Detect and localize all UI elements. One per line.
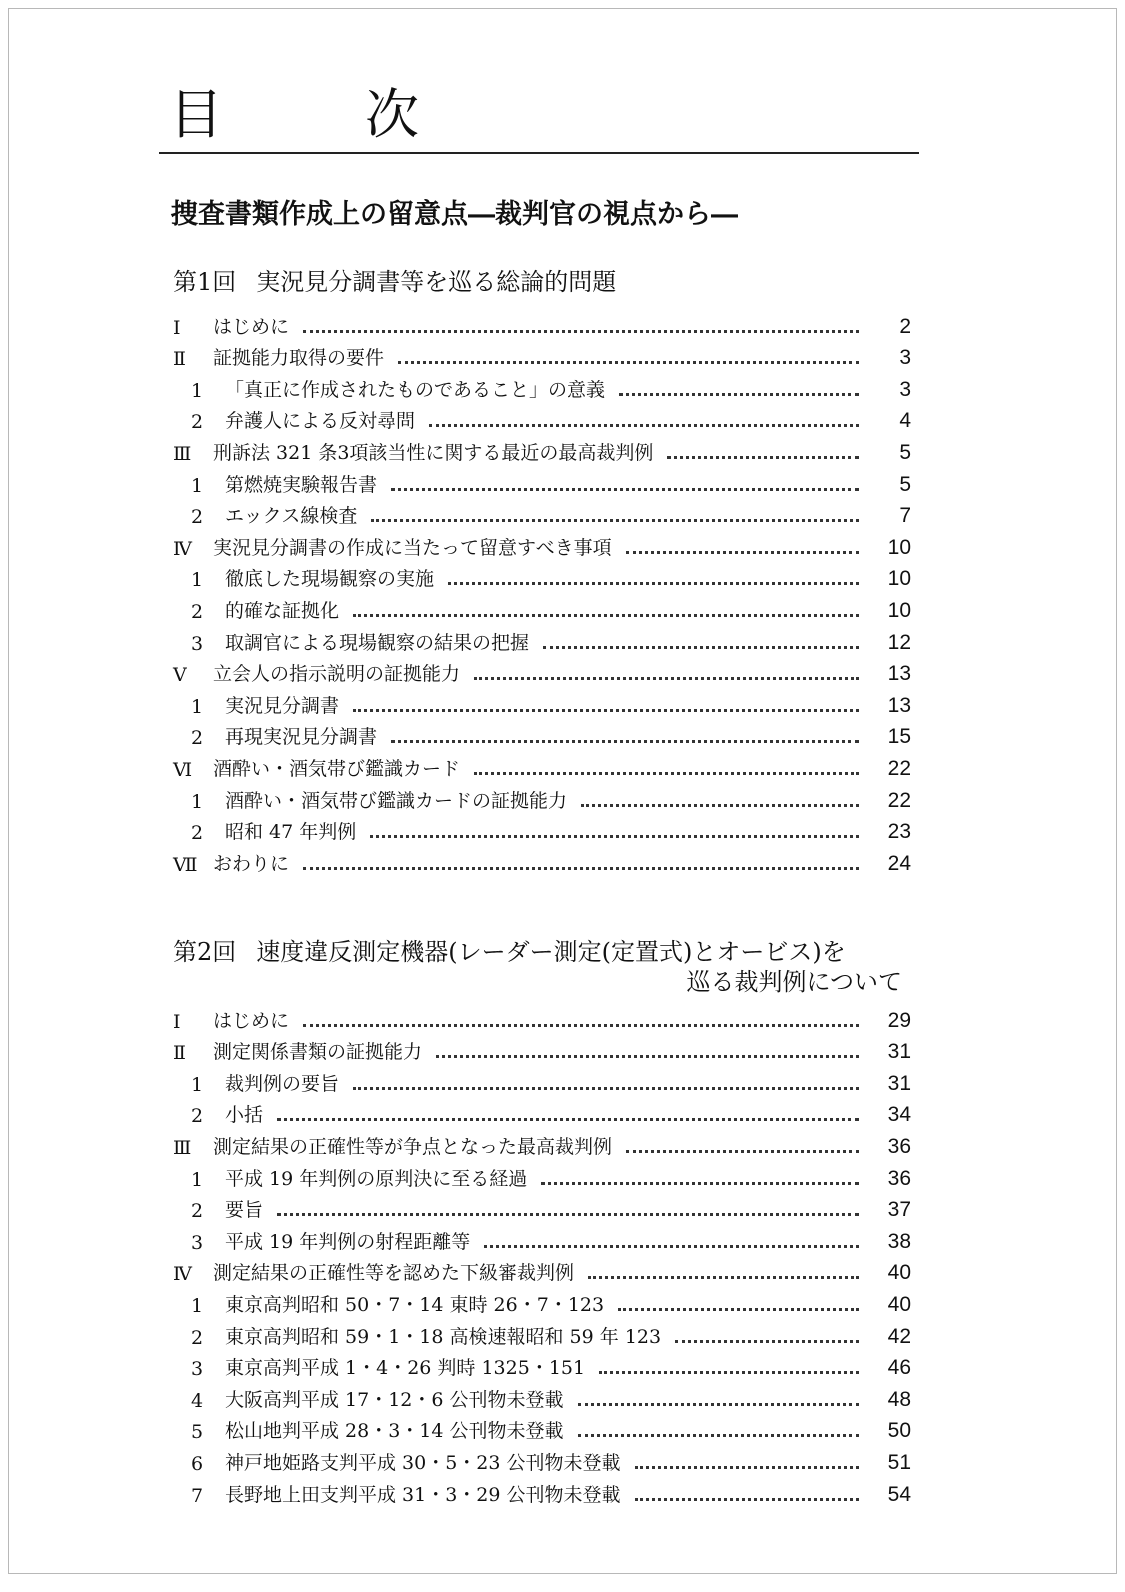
dot-leader: [353, 709, 859, 712]
dot-leader: [353, 1087, 859, 1090]
toc-entry-number: 1: [191, 1294, 204, 1317]
toc-entry-number: 1: [191, 790, 204, 813]
toc-entry-page: 12: [887, 630, 911, 654]
toc-entry-page: 42: [887, 1324, 911, 1348]
toc-entry-page: 5: [899, 472, 911, 496]
dot-leader: [398, 361, 859, 364]
toc-entry: [173, 1222, 911, 1254]
toc-entry-number: Ⅰ: [173, 316, 181, 339]
toc-entry-label: 徹底した現場観察の実施: [225, 568, 435, 591]
section-1-toc: [173, 307, 911, 876]
section-2-title-continued: 巡る裁判例について: [686, 968, 902, 996]
dot-leader: [371, 519, 859, 522]
toc-entry-label: 大阪高判平成 17・12・6 公刊物未登載: [225, 1388, 564, 1411]
dot-leader: [353, 614, 859, 617]
toc-entry-page: 7: [899, 504, 911, 528]
toc-entry-label: 弁護人による反対尋問: [225, 410, 416, 433]
toc-entry-number: 5: [191, 1421, 204, 1444]
toc-entry: [173, 370, 911, 402]
toc-entry-label: 酒酔い・酒気帯び鑑識カードの証拠能力: [225, 789, 568, 812]
dot-leader: [635, 1498, 859, 1501]
toc-entry-number: 1: [191, 379, 204, 402]
dot-leader: [618, 1308, 859, 1311]
toc-entry-page: 10: [887, 567, 911, 591]
toc-entry-label: 松山地判平成 28・3・14 公刊物未登載: [225, 1420, 564, 1443]
toc-entry-label: 東京高判平成 1・4・26 判時 1325・151: [225, 1357, 586, 1380]
toc-entry-label: おわりに: [213, 852, 290, 875]
toc-entry-number: 1: [191, 474, 204, 497]
toc-entry-page: 3: [899, 346, 911, 370]
toc-entry-label: 的確な証拠化: [225, 599, 340, 622]
toc-entry-page: 23: [887, 820, 911, 844]
dot-leader: [675, 1340, 859, 1343]
section-2-toc: [173, 1001, 911, 1507]
toc-entry-label: エックス線検査: [225, 505, 358, 528]
dot-leader: [484, 1245, 859, 1248]
dot-leader: [429, 424, 859, 427]
toc-entry-number: 2: [191, 727, 204, 750]
toc-entry-number: 1: [191, 695, 204, 718]
toc-entry: [173, 655, 911, 687]
toc-entry-page: 36: [887, 1134, 911, 1158]
toc-entry-number: 2: [191, 411, 204, 434]
toc-entry-label: 測定結果の正確性等が争点となった最高裁判例: [213, 1135, 613, 1158]
toc-entry: [173, 623, 911, 655]
toc-entry-page: 31: [887, 1040, 911, 1064]
toc-entry-number: 1: [191, 1073, 204, 1096]
toc-entry-number: 2: [191, 506, 204, 529]
section-2-number: 第2回: [173, 938, 237, 966]
dot-leader: [581, 804, 859, 807]
toc-entry-number: Ⅳ: [173, 537, 192, 560]
toc-entry-label: 実況見分調書の作成に当たって留意すべき事項: [213, 536, 612, 559]
toc-entry-page: 38: [887, 1229, 911, 1253]
toc-entry-label: はじめに: [213, 1009, 290, 1032]
toc-entry: [173, 1443, 911, 1475]
toc-entry-page: 15: [887, 725, 911, 749]
dot-leader: [448, 582, 859, 585]
toc-entry-page: 36: [887, 1166, 911, 1190]
toc-entry-label: 長野地上田支判平成 31・3・29 公刊物未登載: [225, 1483, 621, 1506]
toc-entry: [173, 1349, 911, 1381]
dot-leader: [303, 330, 859, 333]
section-2-heading: [173, 935, 846, 969]
toc-entry-label: 刑訴法 321 条3項該当性に関する最近の最高裁判例: [213, 441, 654, 464]
toc-entry: [173, 1317, 911, 1349]
dot-leader: [391, 488, 859, 491]
toc-entry: [173, 1064, 911, 1096]
dot-leader: [436, 1055, 859, 1058]
toc-entry: [173, 528, 911, 560]
toc-entry-label: 再現実況見分調書: [225, 726, 378, 749]
dot-leader: [391, 740, 859, 743]
toc-entry: [173, 781, 911, 813]
toc-entry-number: Ⅱ: [173, 1042, 186, 1065]
toc-entry-page: 5: [899, 440, 911, 464]
toc-entry-label: 証拠能力取得の要件: [213, 347, 385, 370]
toc-entry: [173, 1159, 911, 1191]
section-1-number: 第1回: [173, 268, 237, 296]
toc-entry-label: 平成 19 年判例の射程距離等: [225, 1230, 471, 1253]
dot-leader: [599, 1371, 859, 1374]
toc-entry-page: 46: [887, 1356, 911, 1380]
dot-leader: [626, 1150, 859, 1153]
toc-entry-number: 4: [191, 1389, 204, 1412]
toc-entry-page: 22: [887, 788, 911, 812]
toc-entry-page: 10: [887, 598, 911, 622]
toc-entry-number: 1: [191, 1168, 204, 1191]
dot-leader: [541, 1182, 859, 1185]
dot-leader: [543, 646, 859, 649]
toc-entry-label: 要旨: [225, 1199, 264, 1222]
toc-entry-number: 6: [191, 1452, 204, 1475]
toc-entry: [173, 1475, 911, 1507]
toc-entry-page: 4: [899, 409, 911, 433]
dot-leader: [303, 1024, 859, 1027]
dot-leader: [474, 677, 859, 680]
dot-leader: [626, 551, 859, 554]
toc-entry-label: はじめに: [213, 315, 290, 338]
dot-leader: [667, 456, 859, 459]
toc-entry: [173, 1127, 911, 1159]
toc-entry-number: Ⅲ: [173, 442, 192, 465]
toc-entry: [173, 1254, 911, 1286]
toc-entry-page: 37: [887, 1198, 911, 1222]
toc-entry-number: 2: [191, 1326, 204, 1349]
toc-entry-label: 酒酔い・酒気帯び鑑識カード: [213, 757, 461, 780]
title-divider: [159, 152, 919, 154]
toc-entry-number: Ⅲ: [173, 1136, 192, 1159]
toc-entry-page: 40: [887, 1292, 911, 1316]
toc-entry-label: 実況見分調書: [225, 694, 340, 717]
toc-entry-page: 22: [887, 756, 911, 780]
toc-entry: [173, 1285, 911, 1317]
section-2-title: 速度違反測定機器(レーダー測定(定置式)とオービス)を: [256, 938, 846, 966]
toc-entry: [173, 1033, 911, 1065]
toc-entry-page: 10: [887, 535, 911, 559]
toc-entry-page: 31: [887, 1071, 911, 1095]
dot-leader: [578, 1403, 859, 1406]
toc-entry-label: 昭和 47 年判例: [225, 821, 357, 844]
toc-entry-page: 48: [887, 1387, 911, 1411]
toc-entry: [173, 1001, 911, 1033]
toc-entry: [173, 307, 911, 339]
toc-entry: [173, 844, 911, 876]
dot-leader: [635, 1466, 859, 1469]
toc-entry: [173, 718, 911, 750]
toc-entry-page: 29: [887, 1008, 911, 1032]
toc-entry-label: 測定結果の正確性等を認めた下級審裁判例: [213, 1262, 575, 1285]
toc-entry-page: 13: [887, 693, 911, 717]
toc-entry-number: Ⅵ: [173, 758, 193, 781]
toc-entry-number: Ⅳ: [173, 1263, 192, 1286]
toc-entry: [173, 402, 911, 434]
dot-leader: [370, 835, 859, 838]
section-1-heading: [173, 265, 616, 299]
toc-entry-page: 24: [887, 851, 911, 875]
toc-entry: [173, 1412, 911, 1444]
section-1-title: 実況見分調書等を巡る総論的問題: [256, 268, 617, 296]
toc-entry-number: 2: [191, 1105, 204, 1128]
toc-entry-page: 51: [887, 1450, 911, 1474]
toc-entry-number: Ⅰ: [173, 1010, 181, 1033]
toc-entry-number: Ⅱ: [173, 348, 186, 371]
toc-entry: [173, 339, 911, 371]
toc-entry: [173, 560, 911, 592]
toc-entry: [173, 465, 911, 497]
dot-leader: [474, 772, 859, 775]
toc-entry-number: 7: [191, 1484, 204, 1507]
dot-leader: [588, 1276, 859, 1279]
toc-entry: [173, 749, 911, 781]
dot-leader: [578, 1434, 859, 1437]
toc-entry-page: 50: [887, 1419, 911, 1443]
toc-entry: [173, 1380, 911, 1412]
toc-entry: [173, 433, 911, 465]
toc-entry-label: 平成 19 年判例の原判決に至る経過: [225, 1167, 528, 1190]
toc-entry-number: Ⅶ: [173, 853, 198, 876]
dot-leader: [303, 867, 859, 870]
toc-entry-label: 東京高判昭和 59・1・18 高検速報昭和 59 年 123: [225, 1325, 662, 1348]
toc-entry-page: 54: [887, 1482, 911, 1506]
toc-entry: [173, 686, 911, 718]
toc-entry: [173, 1191, 911, 1223]
toc-entry-page: 3: [899, 377, 911, 401]
toc-entry-label: 東京高判昭和 50・7・14 東時 26・7・123: [225, 1293, 605, 1316]
dot-leader: [277, 1213, 859, 1216]
toc-entry-number: 3: [191, 632, 204, 655]
toc-entry-label: 神戸地姫路支判平成 30・5・23 公刊物未登載: [225, 1451, 621, 1474]
toc-entry-number: 3: [191, 1231, 204, 1254]
toc-entry-label: 第燃焼実験報告書: [225, 473, 378, 496]
toc-entry-label: 測定関係書類の証拠能力: [213, 1041, 423, 1064]
toc-entry-label: 取調官による現場観察の結果の把握: [225, 631, 530, 654]
toc-entry-page: 34: [887, 1103, 911, 1127]
toc-entry-label: 小括: [225, 1104, 264, 1127]
toc-entry: [173, 1096, 911, 1128]
dot-leader: [277, 1118, 859, 1121]
toc-entry-page: 2: [899, 314, 911, 338]
toc-entry-label: 「真正に作成されたものであること」の意義: [225, 378, 606, 401]
toc-entry-page: 13: [887, 662, 911, 686]
toc-entry-number: Ⅴ: [173, 664, 187, 687]
dot-leader: [619, 393, 859, 396]
book-title: 捜査書類作成上の留意点―裁判官の視点から―: [171, 199, 738, 230]
toc-entry-page: 40: [887, 1261, 911, 1285]
toc-entry-number: 3: [191, 1358, 204, 1381]
page-title: 目 次: [169, 83, 463, 146]
toc-entry-label: 立会人の指示説明の証拠能力: [213, 663, 461, 686]
toc-entry-number: 2: [191, 1200, 204, 1223]
document-page: [8, 8, 1117, 1574]
toc-entry-number: 1: [191, 569, 204, 592]
toc-entry-number: 2: [191, 822, 204, 845]
toc-entry-label: 裁判例の要旨: [225, 1072, 340, 1095]
toc-entry: [173, 813, 911, 845]
toc-entry: [173, 497, 911, 529]
toc-entry-number: 2: [191, 600, 204, 623]
toc-entry: [173, 591, 911, 623]
